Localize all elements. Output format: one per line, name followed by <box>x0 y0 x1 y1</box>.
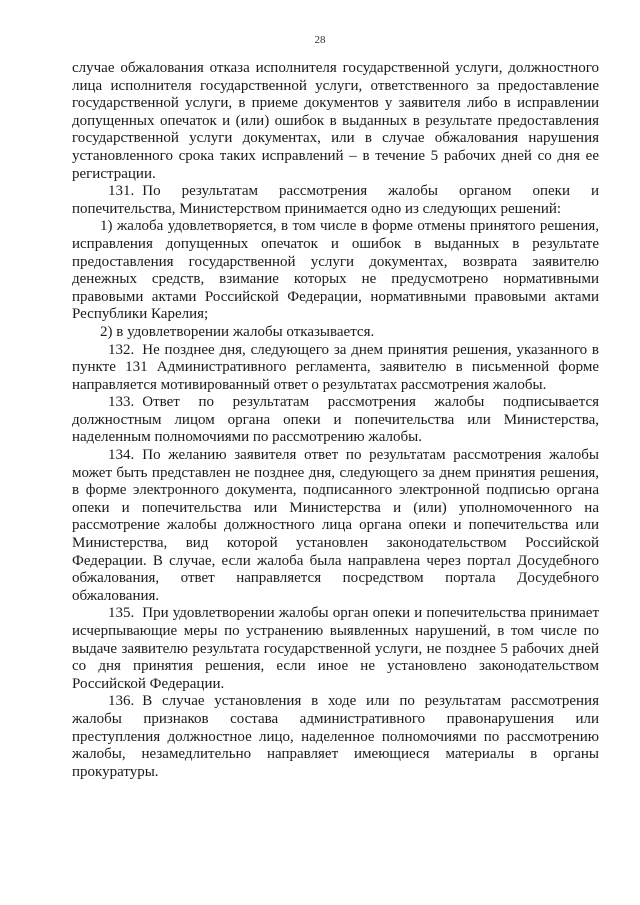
page-number: 28 <box>314 34 326 46</box>
paragraph-132 <box>72 342 599 395</box>
paragraph-number: 134. <box>108 447 135 464</box>
paragraph-text: По результатам рассмотрения жалобы органом опеки и попечительства, Министерством принимается одно из следующих решений: <box>72 183 599 217</box>
paragraph-text: 1) жалоба удовлетворяется, в том числе в форме отмены принятого решения, исправления допущенных опечаток и ошибок в выданных в результате предоставления государственной услуги документах, возврата заявителю денежных средств, взимание которых не предусмотрено нормативными правовыми актами Российской Федерации, нормативными правовыми актами Республики Карелия; <box>72 218 599 323</box>
paragraph-136 <box>72 693 599 781</box>
paragraph-number: 133. <box>108 394 135 411</box>
paragraph-number: 136. <box>108 693 135 710</box>
paragraph-text: По желанию заявителя ответ по результатам рассмотрения жалобы может быть представлен не позднее дня, следующего за днем принятия решения, в форме электронного документа, подписанного электронной подписью органа опеки и попечительства или Министерства и (или) уполномоченного на рассмотрение жалобы должностного лица органа опеки и попечительства или Министерства, вид которой установлен законодательством Российской Федерации. В случае, если жалоба была направлена через портал Досудебного обжалования, ответ направляется посредством портала Досудебного обжалования. <box>72 447 599 604</box>
paragraph-text: случае обжалования отказа исполнителя государственной услуги, должностного лица исполнителя государственной услуги, ответственного за предоставление государственной услуги, в приеме документов у заявителя либо в исправлении допущенных опечаток и (или) ошибок в выданных в результате предоставления государственной услуги документах, или в случае обжалования нарушения установленного срока таких исправлений – в течение 5 рабочих дней со дня ее регистрации. <box>72 60 599 182</box>
paragraph-134 <box>72 447 599 605</box>
paragraph-text: 2) в удовлетворении жалобы отказывается. <box>100 323 375 340</box>
paragraph-number: 135. <box>108 605 135 622</box>
paragraph-135 <box>72 605 599 693</box>
paragraph-text: Ответ по результатам рассмотрения жалобы подписывается должностным лицом органа опеки и попечительства или Министерства, наделенным полномочиями по рассмотрению жалобы. <box>72 394 599 446</box>
paragraph-number: 132. <box>108 341 135 358</box>
paragraph-continuation <box>72 60 599 183</box>
paragraph-text: В случае установления в ходе или по результатам рассмотрения жалобы признаков состава административного правонарушения или преступления должностное лицо, наделенное полномочиями по рассмотрению жалобы, незамедлительно направляет имеющиеся материалы в органы прокуратуры. <box>72 693 599 780</box>
paragraph-133 <box>72 394 599 447</box>
paragraph-number: 131. <box>108 183 135 200</box>
paragraph-131-item-2 <box>72 324 599 342</box>
document-body <box>72 60 599 781</box>
paragraph-131 <box>72 183 599 218</box>
paragraph-131-item-1 <box>72 218 599 324</box>
paragraph-text: При удовлетворении жалобы орган опеки и попечительства принимает исчерпывающие меры по устранению выявленных нарушений, в том числе по выдаче заявителю результата государственной услуги, не позднее 5 рабочих дней со дня принятия решения, если иное не установлено законодательством Российской Федерации. <box>72 605 599 692</box>
paragraph-text: Не позднее дня, следующего за днем принятия решения, указанного в пункте 131 Административного регламента, заявителю в письменной форме направляется мотивированный ответ о результатах рассмотрения жалобы. <box>72 341 599 393</box>
